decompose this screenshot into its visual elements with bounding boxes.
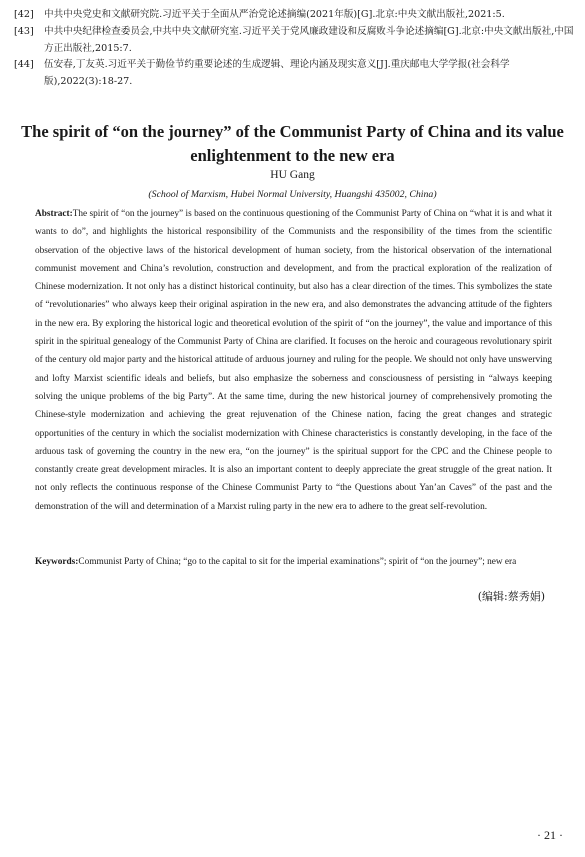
abstract-text: The spirit of “on the journey” is based on the continuous questioning of the Communist Party of China on “what it is and what it wants to do”, and highlights the historical responsibility of the Communists and the responsibility of the times from the scientific observation of the objective laws of the historical development of human society, from the historical observation of the international communist movement and China’s revolution, construction and development, and from the practical exploration of the realization of Chinese modernization. It not only has a distinct historical continuity, but also has a clear direction of the times. This symbolizes the state of “revolutionaries” who always keep their original aspiration in the new era, and also demonstrates the advancing attitude of the fighters in the new era. By exploring the historical logic and theoretical evolution of the spirit of “on the journey”, the value and importance of this spirit in the spiritual genealogy of the Communist Party of China are clarified. It focuses on the heroic and courageous revolutionary spirit of the century old major party and the historical attitude of arduous journey and ruling for the people. We should not only have unswerving and lofty Marxist scientific ideals and beliefs, but also emphasize the soberness and consciousness of persisting in “always keeping solving the unique problems of the big Party”. At the same time, during the new historical journey of comprehensively promoting the Chinese-style modernization and achieving the great rejuvenation of the Chinese nation, facing the great changes and strategic opportunities of the century in which the socialist modernization with Chinese characteristics is constantly developing, in the face of the arduous task of governing the country in the new era, “on the journey” is the spiritual support for the CPC and the Chinese people to constantly create great development miracles. It is also an important content to deeply appreciate the great struggle of the great nation. It not only reflects the continuous response of the Chinese Communist Party to “the Questions about Yan’an Caves” of the past and the demonstration of the will and determination of a Marxist ruling party in the new era to adhere to the great self-revolution. xyxy=(35,209,552,512)
reference-text: 伍安春,丁友英.习近平关于勤俭节约重要论述的生成逻辑、理论内涵及现实意义[J].重庆邮电大学学报(社会科学版),2022(3):18-27. xyxy=(44,59,510,88)
reference-number: [43] xyxy=(14,25,34,37)
reference-item xyxy=(14,57,576,91)
reference-list xyxy=(14,7,576,91)
author-name: HU Gang xyxy=(270,169,315,181)
author-affiliation: (School of Marxism, Hubei Normal University, Huangshi 435002, China) xyxy=(148,189,437,200)
reference-number: [42] xyxy=(14,9,34,20)
keywords-label: Keywords: xyxy=(35,557,79,567)
reference-item xyxy=(14,24,576,58)
page-number: · 21 · xyxy=(537,828,563,842)
paper-title: The spirit of “on the journey” of the Communist Party of China and its value enlightenment to the new era xyxy=(21,122,564,165)
keywords-text: Communist Party of China; “go to the capital to sit for the imperial examinations”; spirit of “on the journey”; new era xyxy=(78,557,517,567)
reference-text: 中共中央纪律检查委员会,中共中央文献研究室.习近平关于党风廉政建设和反腐败斗争论述摘编[G].北京:中央文献出版社,中国方正出版社,2015:7. xyxy=(44,25,574,54)
reference-number: [44] xyxy=(14,59,34,71)
reference-text: 中共中央党史和文献研究院.习近平关于全面从严治党论述摘编(2021年版)[G].北京:中央文献出版社,2021:5. xyxy=(44,9,505,20)
abstract xyxy=(35,205,552,516)
editor-note: (编辑:蔡秀娟) xyxy=(477,590,545,603)
abstract-label: Abstract: xyxy=(35,209,73,219)
reference-item xyxy=(14,7,576,24)
keywords xyxy=(35,553,552,571)
